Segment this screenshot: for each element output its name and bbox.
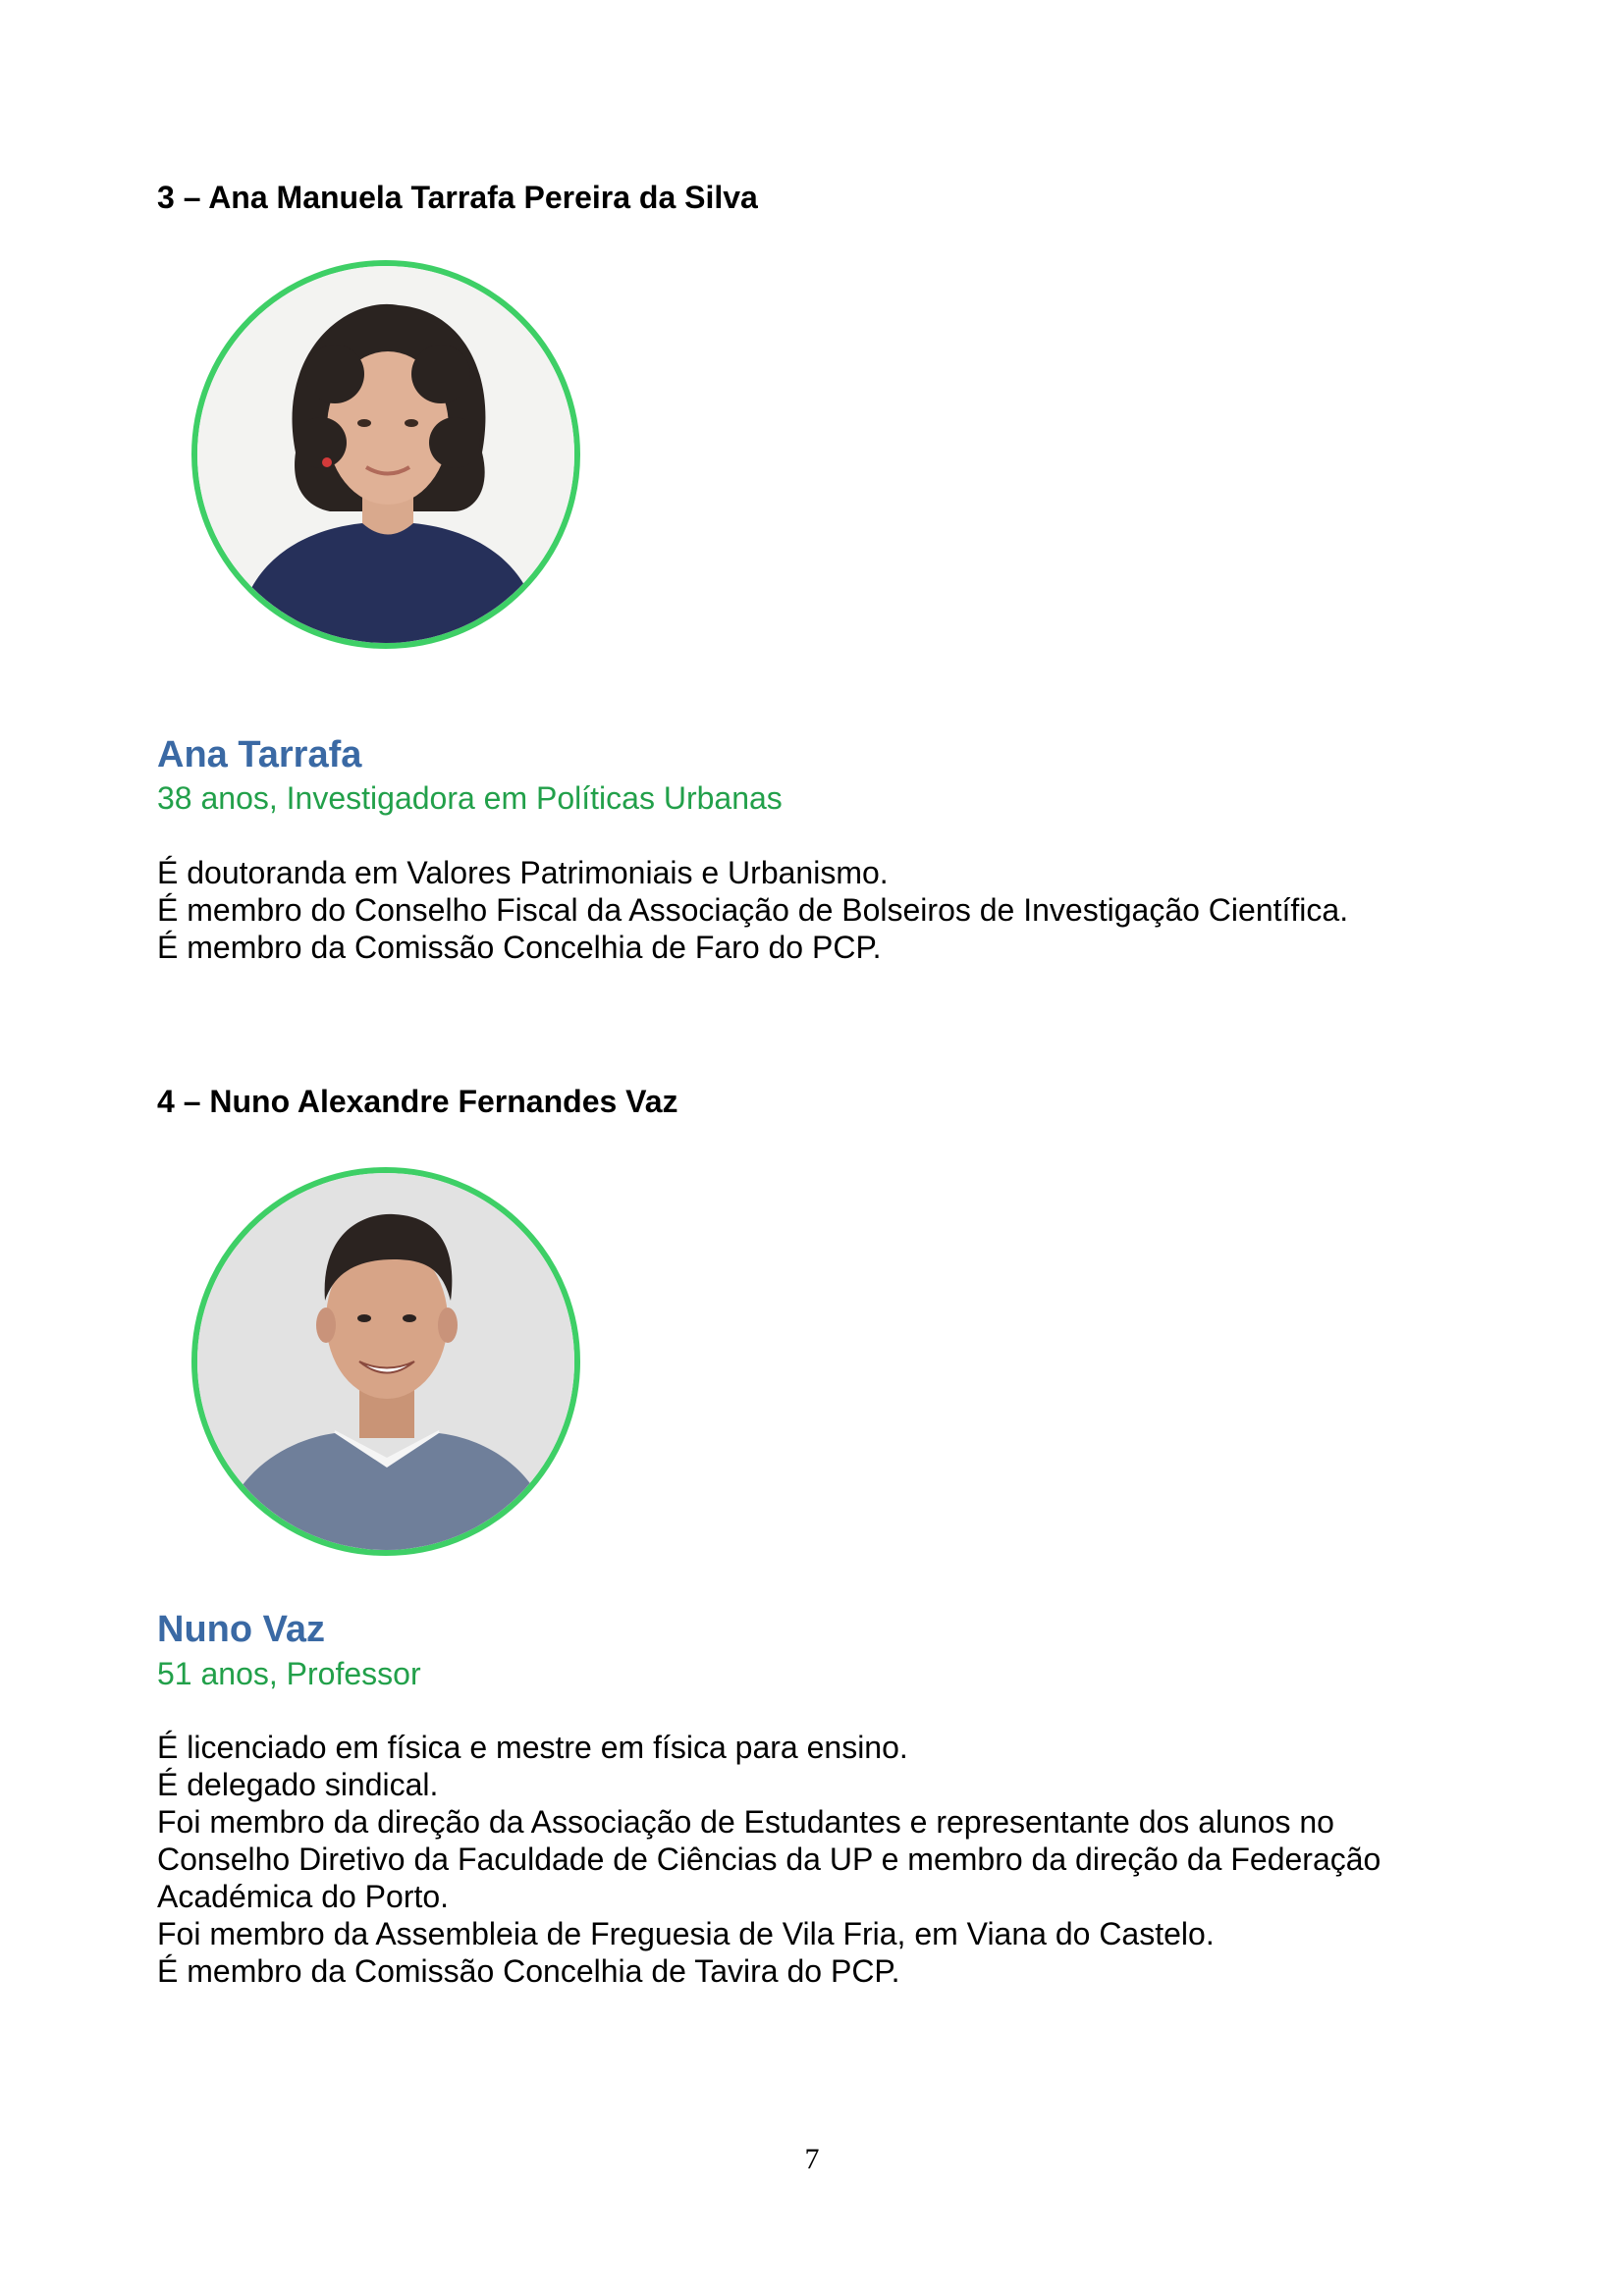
portrait-photo-nuno-vaz bbox=[191, 1167, 580, 1556]
portrait-icon bbox=[197, 266, 574, 643]
candidate-name-nuno-vaz: Nuno Vaz bbox=[157, 1609, 326, 1650]
bio-line: É licenciado em física e mestre em física para ensino. bbox=[157, 1730, 908, 1765]
bio-line: É doutoranda em Valores Patrimoniais e Urbanismo. bbox=[157, 855, 889, 890]
bio-line: É delegado sindical. bbox=[157, 1767, 439, 1802]
bio-line: Foi membro da Assembleia de Freguesia de Vila Fria, em Viana do Castelo. bbox=[157, 1916, 1215, 1951]
portrait-icon bbox=[197, 1173, 574, 1550]
candidate-role-nuno-vaz: 51 anos, Professor bbox=[157, 1656, 421, 1691]
candidate-name-ana-tarrafa: Ana Tarrafa bbox=[157, 734, 362, 775]
candidate-heading-4: 4 – Nuno Alexandre Fernandes Vaz bbox=[157, 1084, 678, 1119]
candidate-role-ana-tarrafa: 38 anos, Investigadora em Políticas Urbanas bbox=[157, 780, 783, 816]
bio-line: É membro da Comissão Concelhia de Faro do PCP. bbox=[157, 930, 882, 965]
candidate-bio-ana-tarrafa bbox=[157, 854, 1473, 966]
bio-line: É membro da Comissão Concelhia de Tavira do PCP. bbox=[157, 1953, 900, 1989]
bio-line: Foi membro da direção da Associação de Estudantes e representante dos alunos no Conselho Diretivo da Faculdade de Ciências da UP e membro da direção da Federação Académica do Porto. bbox=[157, 1804, 1381, 1914]
candidate-heading-3: 3 – Ana Manuela Tarrafa Pereira da Silva bbox=[157, 180, 758, 215]
candidate-bio-nuno-vaz bbox=[157, 1729, 1473, 1990]
portrait-photo-ana-tarrafa bbox=[191, 260, 580, 649]
bio-line: É membro do Conselho Fiscal da Associação de Bolseiros de Investigação Científica. bbox=[157, 892, 1349, 928]
page-number: 7 bbox=[804, 2143, 820, 2175]
